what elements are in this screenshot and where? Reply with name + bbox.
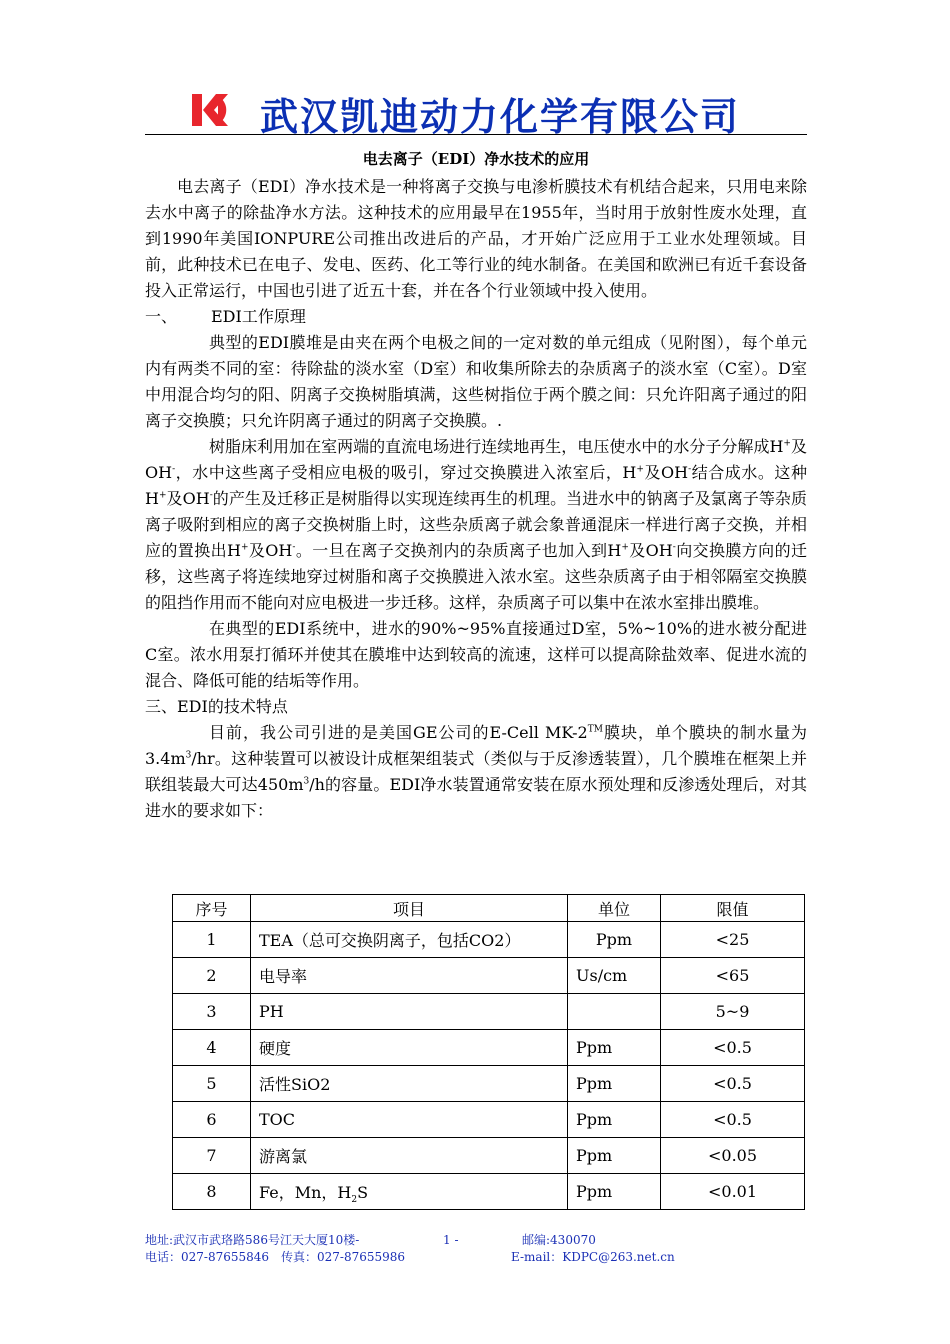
- page-number: 1 -: [443, 1233, 459, 1247]
- paragraph-edi-stack: 典型的EDI膜堆是由夹在两个电极之间的一定对数的单元组成（见附图），每个单元内有两类不同的室：待除盐的淡水室（D室）和收集所除去的杂质离子的淡水室（C室）。D室中用混合均匀的阳、阴离子交换树脂填满，这些树指位于两个膜之间：只允许阳离子通过的阳离子交换膜；只允许阴离子通过的阴离子交换膜。.: [145, 333, 807, 430]
- section-heading-3: 三、EDI的技术特点: [145, 697, 288, 716]
- footer-fax: 传真：027-87655986: [281, 1250, 406, 1264]
- table-row: 2 电导率 Us/cm <65: [173, 958, 805, 994]
- letterhead: [145, 84, 807, 139]
- section-title: EDI工作原理: [211, 307, 306, 326]
- document-title: 电去离子（EDI）净水技术的应用: [362, 150, 590, 168]
- table-row: 6 TOC Ppm <0.5: [173, 1102, 805, 1138]
- footer-email: E-mail：KDPC@263.net.cn: [511, 1250, 675, 1264]
- paragraph-resin-regeneration: 树脂床利用加在室两端的直流电场进行连续地再生，电压使水中的水分子分解成H+及OH-，水中这些离子受相应电极的吸引，穿过交换膜进入浓室后，H+及OH-结合成水。这种H+及OH-的产生及迁移正是树脂得以实现连续再生的机理。当进水中的钠离子及氯离子等杂质离子吸附到相应的离子交换树脂上时，这些杂质离子就会象普通混床一样进行离子交换，并相应的置换出H+及OH-。一旦在离子交换剂内的杂质离子也加入到H+及OH-向交换膜方向的迁移，这些离子将连续地穿过树脂和离子交换膜进入浓水室。这些杂质离子由于相邻隔室交换膜的阻挡作用而不能向对应电极进一步迁移。这样，杂质离子可以集中在浓水室排出膜堆。: [145, 437, 807, 612]
- footer-postcode: 邮编:430070: [522, 1233, 596, 1247]
- table-row: 4 硬度 Ppm <0.5: [173, 1030, 805, 1066]
- column-header: 单位: [568, 895, 661, 922]
- table-row: 5 活性SiO2 Ppm <0.5: [173, 1066, 805, 1102]
- table-header-row: [173, 895, 805, 922]
- page-footer: [145, 1232, 765, 1266]
- table-row: 3 PH 5~9: [173, 994, 805, 1030]
- column-header: 限值: [661, 895, 805, 922]
- column-header: 序号: [173, 895, 251, 922]
- footer-address: 地址:武汉市武珞路586号江天大厦10楼-: [145, 1233, 360, 1247]
- intro-paragraph: 电去离子（EDI）净水技术是一种将离子交换与电渗析膜技术有机结合起来，只用电来除去水中离子的除盐净水方法。这种技术的应用最早在1955年，当时用于放射性废水处理，直到1990年美国IONPURE公司推出改进后的产品，才开始广泛应用于工业水处理领域。目前，此种技术已在电子、发电、医药、化工等行业的纯水制备。在美国和欧洲已有近千套设备投入正常运行，中国也引进了近五十套，并在各个行业领域中投入使用。: [145, 177, 807, 300]
- feedwater-requirements-table: [172, 894, 805, 1210]
- paragraph-ge-module: 目前，我公司引进的是美国GE公司的E-Cell MK-2™膜块，单个膜块的制水量为$3.4m^3/hr$。这种装置可以被设计成框架组装式（类似与于反渗透装置），几个膜堆在框架上并联组装最大可达$450m^3/h$的容量。EDI净水装置通常安装在原水预处理和反渗透处理后，对其进水的要求如下：: [145, 723, 807, 820]
- column-header: 项目: [251, 895, 568, 922]
- table-row: 7 游离氯 Ppm <0.05: [173, 1138, 805, 1174]
- document-body: [145, 174, 807, 824]
- table-row: 1 TEA（总可交换阴离子，包括CO2） Ppm <25: [173, 922, 805, 958]
- table-row: 8 Fe，Mn，$H_2S$ Ppm <0.01: [173, 1174, 805, 1210]
- header-divider: [145, 134, 807, 135]
- company-logo-icon: [192, 92, 240, 128]
- paragraph-flow-distribution: 在典型的EDI系统中，进水的90%~95%直接通过D室，5%~10%的进水被分配进C室。浓水用泵打循环并使其在膜堆中达到较高的流速，这样可以提高除盐效率、促进水流的混合、降低可能的结垢等作用。: [145, 619, 807, 690]
- footer-phone: 电话：027-87655846: [145, 1250, 270, 1264]
- section-number: 一、: [145, 307, 178, 326]
- company-name: 武汉凯迪动力化学有限公司: [260, 95, 741, 139]
- section-heading-1: [145, 304, 807, 330]
